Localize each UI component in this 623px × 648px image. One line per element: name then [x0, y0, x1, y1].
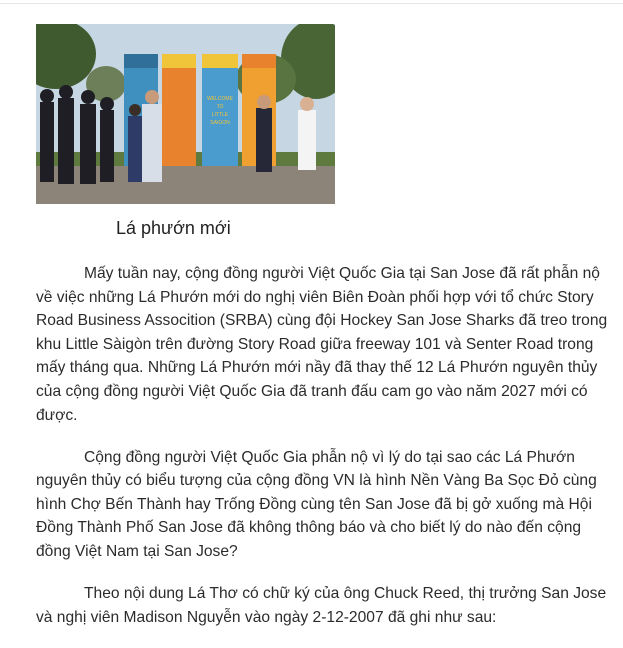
paragraph: Mấy tuần nay, cộng đồng người Việt Quốc Gia tại San Jose đã rất phẫn nộ về việc những Lá Phướn mới do nghị viên Biên Đoàn phối hợp với tổ chức Story Road Business Assocition (SRBA) cùng đội Hockey San Jose Sharks đã treo trong khu Little Sàigòn trên đường Story Road giữa freeway 101 và Senter Road trong mấy tháng qua. Những Lá Phướn mới nầy đã thay thế 12 Lá Phướn nguyên thủy của cộng đồng người Việt Quốc Gia đã tranh đấu cam go vào năm 2027 mới có được. — [36, 265, 608, 424]
svg-text:SAIGON: SAIGON — [210, 120, 230, 126]
paragraph: Theo nội dung Lá Thơ có chữ ký của ông Chuck Reed, thị trưởng San Jose và nghị viên Madison Nguyễn vào ngày 2-12-2007 đã ghi như sau: — [36, 585, 607, 626]
photo-caption: Lá phướn mới — [116, 218, 231, 238]
svg-text:LITTLE: LITTLE — [211, 112, 229, 118]
banner-blue-center — [202, 54, 238, 166]
article-body — [36, 262, 608, 648]
banner-orange-left — [162, 54, 196, 166]
paragraph: Cộng đồng người Việt Quốc Gia phẫn nộ vì lý do tại sao các Lá Phướn nguyên thủy có biểu tượng của cộng đồng VN là hình Nền Vàng Ba Sọc Đỏ cùng hình Chợ Bến Thành hay Trống Đồng cùng tên San Jose đã bị gở xuống mà Hội Đồng Thành Phố San Jose đã không thông báo và cho biết lý do nào đến cộng đồng Việt Nam tại San Jose? — [36, 448, 597, 561]
svg-text:WELCOME: WELCOME — [207, 96, 233, 102]
top-divider — [0, 0, 623, 4]
banner-photo — [36, 24, 335, 204]
svg-text:TO: TO — [216, 104, 224, 110]
